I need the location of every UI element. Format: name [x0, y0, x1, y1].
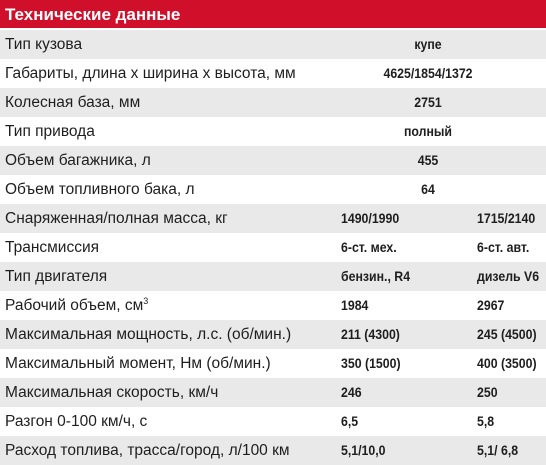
row-value-col1: 5,1/10,0 — [341, 442, 386, 458]
table-row — [0, 233, 546, 262]
table-title: Технические данные — [0, 0, 546, 30]
table-row — [0, 204, 546, 233]
row-label-with-unit — [5, 291, 148, 320]
table-row — [0, 88, 546, 117]
row-label: Габариты, длина х ширина х высота, мм — [5, 65, 296, 82]
row-value-col1: 1984 — [341, 297, 369, 313]
row-label: Объем багажника, л — [5, 152, 151, 169]
row-value-col2: 400 (3500) — [477, 355, 537, 371]
row-value: 455 — [417, 152, 439, 168]
table-row — [0, 407, 546, 436]
row-value-col2: дизель V6 — [477, 268, 540, 284]
row-value-col1: 6,5 — [341, 413, 359, 429]
table-row — [0, 117, 546, 146]
row-value-col1: бензин., R4 — [341, 268, 411, 284]
row-value-col2: 250 — [477, 384, 498, 400]
row-label: Максимальная мощность, л.с. (об/мин.) — [5, 326, 292, 343]
row-value: полный — [403, 123, 453, 139]
table-row — [0, 436, 546, 465]
row-label: Максимальный момент, Нм (об/мин.) — [5, 355, 271, 372]
row-label: Тип привода — [5, 123, 95, 140]
row-value-col2: 1715/2140 — [477, 210, 536, 226]
row-value-col1: 211 (4300) — [341, 326, 400, 342]
row-value-col1: 6-ст. мех. — [341, 239, 397, 255]
table-row — [0, 175, 546, 204]
table-row — [0, 262, 546, 291]
table-row — [0, 291, 546, 320]
table-row — [0, 320, 546, 349]
table-row — [0, 378, 546, 407]
table-row — [0, 146, 546, 175]
row-label: Максимальная скорость, км/ч — [5, 384, 219, 401]
row-value-col2: 2967 — [477, 297, 505, 313]
row-value-col2: 5,8 — [477, 413, 495, 429]
row-value-col1: 1490/1990 — [341, 210, 400, 226]
row-value: купе — [414, 36, 442, 52]
table-row — [0, 59, 546, 88]
row-label: Снаряженная/полная масса, кг — [5, 210, 228, 227]
row-value-col1: 246 — [341, 384, 362, 400]
row-value-col2: 5,1/ 6,8 — [477, 442, 519, 458]
row-value: 64 — [421, 181, 435, 197]
row-label: Рабочий объем, см — [5, 297, 144, 314]
row-value-col2: 6-ст. авт. — [477, 239, 530, 255]
unit-superscript: 3 — [143, 296, 149, 306]
table-row — [0, 30, 546, 59]
row-label: Расход топлива, трасса/город, л/100 км — [5, 442, 290, 459]
row-label: Тип двигателя — [5, 268, 108, 285]
row-value: 4625/1854/1372 — [383, 65, 473, 81]
row-label: Объем топливного бака, л — [5, 181, 195, 198]
row-label: Трансмиссия — [5, 239, 100, 256]
row-label: Колесная база, мм — [5, 94, 141, 111]
row-value-col1: 350 (1500) — [341, 355, 401, 371]
row-label: Тип кузова — [5, 36, 83, 53]
table-row — [0, 349, 546, 378]
row-value: 2751 — [414, 94, 442, 110]
row-value-col2: 245 (4500) — [477, 326, 537, 342]
row-label: Разгон 0-100 км/ч, с — [5, 413, 148, 430]
